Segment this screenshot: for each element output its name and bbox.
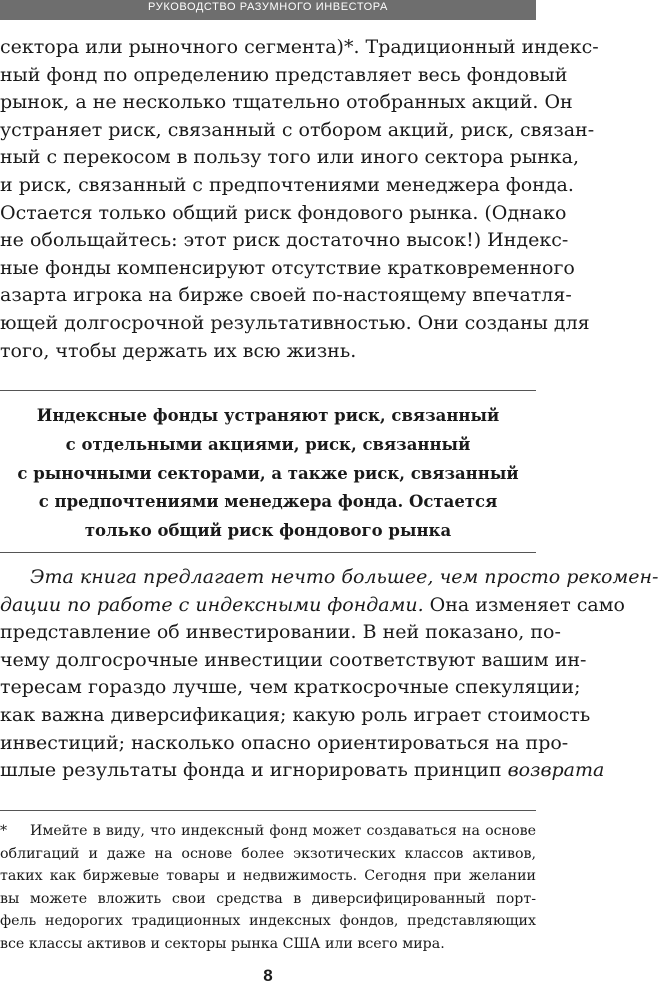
paragraph-line: азарта игрока на бирже своей по-настоящему впечатля- bbox=[0, 284, 572, 307]
regular-text: Она изменяет само bbox=[423, 593, 625, 616]
paragraph-line: устраняет риск, связанный с отбором акций, риск, связан- bbox=[0, 118, 595, 141]
pullquote-line: только общий риск фондового рынка bbox=[84, 521, 452, 541]
paragraph-line: ные фонды компенсируют отсутствие кратковременного bbox=[0, 256, 575, 279]
paragraph-2 bbox=[0, 564, 658, 785]
paragraph-line: тересам гораздо лучше, чем краткосрочные спекуляции; bbox=[0, 676, 581, 699]
running-head: РУКОВОДСТВО РАЗУМНОГО ИНВЕСТОРА bbox=[0, 0, 536, 20]
italic-text: Эта книга предлагает нечто большее, чем просто рекомен- bbox=[30, 566, 658, 588]
pullquote-line: с отдельными акциями, риск, связанный bbox=[65, 434, 471, 454]
paragraph-line bbox=[0, 564, 658, 592]
footnote-mark: * bbox=[0, 823, 8, 839]
paragraph-line bbox=[0, 592, 625, 620]
page-number: 8 bbox=[263, 966, 273, 985]
paragraph-line: представление об инвестировании. В ней показано, по- bbox=[0, 621, 561, 644]
pullquote-line: Индексные фонды устраняют риск, связанный bbox=[36, 406, 500, 425]
paragraph-line: инвестиций; насколько опасно ориентироваться на про- bbox=[0, 731, 569, 754]
regular-text: шлые результаты фонда и игнорировать принцип bbox=[0, 759, 508, 782]
footnote-line: облигаций и даже на основе более экзотических классов активов, bbox=[0, 845, 536, 862]
paragraph-line bbox=[0, 757, 605, 785]
footnote-line: таких как биржевые товары и недвижимость. Сегодня при желании bbox=[0, 868, 536, 884]
footnote-rule bbox=[0, 810, 536, 811]
paragraph-line: чему долгосрочные инвестиции соответствуют вашим ин- bbox=[0, 648, 587, 671]
paragraph-line: не обольщайтесь: этот риск достаточно высок!) Индекс- bbox=[0, 229, 569, 252]
paragraph-line: ный с перекосом в пользу того или иного сектора рынка, bbox=[0, 146, 579, 169]
paragraph-line: ный фонд по определению представляет весь фондовый bbox=[0, 63, 568, 86]
italic-text: дации по работе с индексными фондами. bbox=[0, 593, 424, 616]
paragraph-line: того, чтобы держать их всю жизнь. bbox=[0, 339, 357, 362]
paragraph-line: как важна диверсификация; какую роль играет стоимость bbox=[0, 703, 591, 726]
footnote-line: все классы активов и секторы рынка США или всего мира. bbox=[0, 935, 445, 952]
pullquote-line: с предпочтениями менеджера фонда. Остается bbox=[38, 492, 498, 512]
pullquote-bottom-rule bbox=[0, 552, 536, 553]
paragraph-line: рынок, а не несколько тщательно отобранных акций. Он bbox=[0, 91, 573, 114]
footnote-line: Имейте в виду, что индексный фонд может создаваться на основе bbox=[30, 823, 536, 839]
paragraph-line: и риск, связанный с предпочтениями менеджера фонда. bbox=[0, 173, 574, 196]
pullquote-top-rule bbox=[0, 390, 536, 391]
paragraph-line: сектора или рыночного сегмента)*. Традиционный индекс- bbox=[0, 36, 599, 58]
paragraph-line: Остается только общий риск фондового рынка. (Однако bbox=[0, 201, 567, 224]
footnote-line: вы можете вложить свои средства в диверсифицированный порт- bbox=[0, 890, 536, 907]
paragraph-1 bbox=[0, 34, 599, 365]
footnote-line: фель недорогих традиционных индексных фондов, представляющих bbox=[0, 913, 536, 929]
footnote-text bbox=[0, 820, 536, 955]
italic-text: возврата bbox=[507, 759, 605, 782]
paragraph-line: ющей долгосрочной результативностью. Они созданы для bbox=[0, 311, 590, 334]
pullquote-line: с рыночными секторами, а также риск, связанный bbox=[17, 463, 519, 483]
pullquote bbox=[0, 402, 536, 546]
